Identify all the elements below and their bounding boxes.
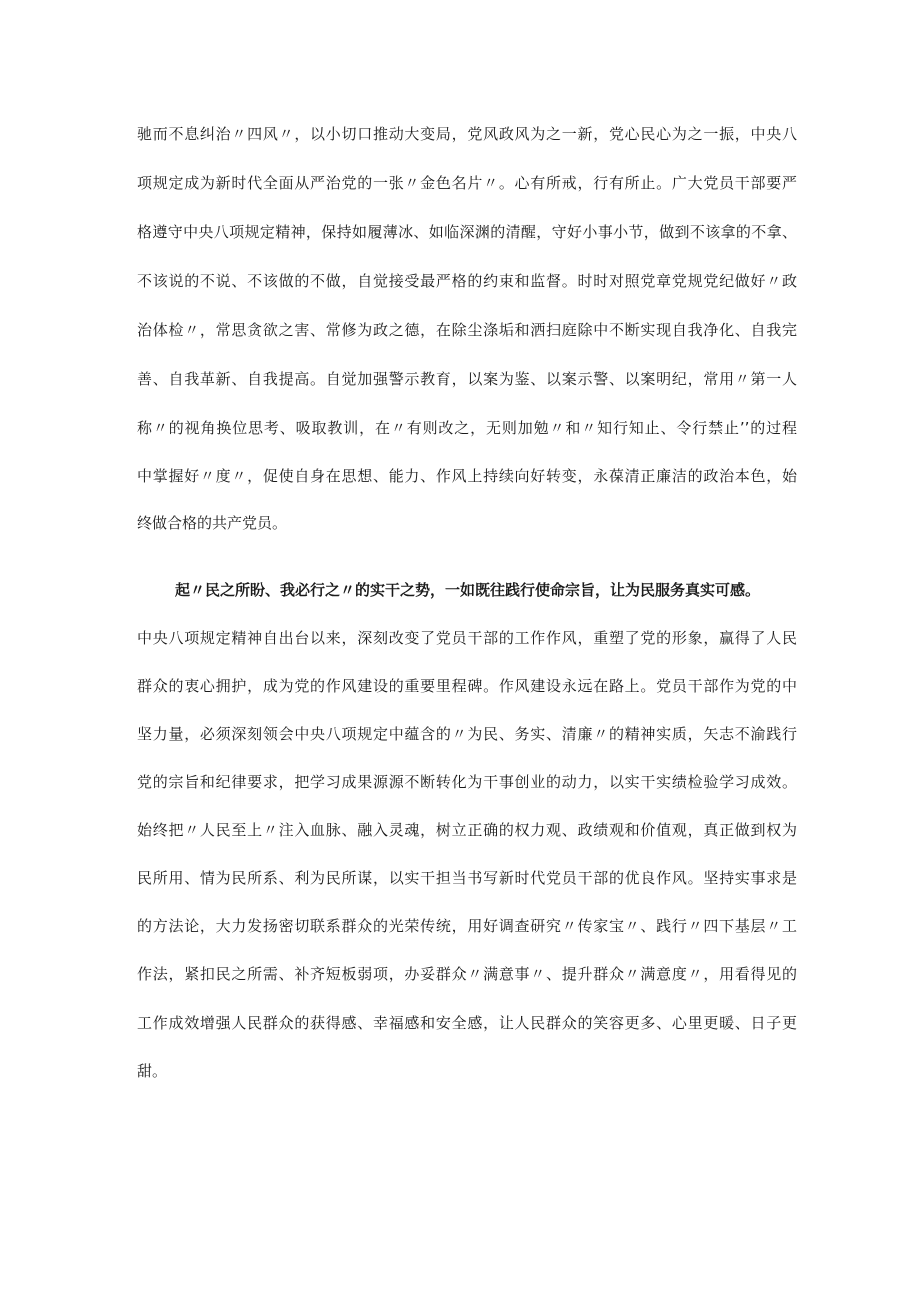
paragraph-line: 终做合格的共产党员。 (137, 514, 288, 532)
paragraph-line: 称〃的视角换位思考、吸取教训，在〃有则改之，无则加勉〃和〃知行知止、令行禁止’’的过程 (137, 419, 797, 437)
paragraph-line: 治体检〃，常思贪欲之害、常修为政之德，在除尘涤垢和洒扫庭除中不断实现自我净化、自我完 (137, 321, 797, 339)
paragraph-line: 的方法论，大力发扬密切联系群众的光荣传统，用好调查研究〃传家宝〃、践行〃四下基层〃工 (137, 917, 797, 935)
section-heading: 起〃民之所盼、我必行之〃的实干之势，一如既往践行使命宗旨，让为民服务真实可感。 (175, 581, 761, 599)
paragraph-line: 坚力量，必须深刻领会中央八项规定中蕴含的〃为民、务实、清廉〃的精神实质，矢志不渝践行 (137, 725, 797, 743)
paragraph-line: 工作成效增强人民群众的获得感、幸福感和安全感，让人民群众的笑容更多、心里更暖、日子更 (137, 1014, 797, 1032)
paragraph-line: 中掌握好〃度〃，促使自身在思想、能力、作风上持续向好转变，永葆清正廉洁的政治本色，始 (137, 467, 797, 485)
paragraph-line: 民所用、情为民所系、利为民所谋，以实干担当书写新时代党员干部的优良作风。坚持实事求是 (137, 869, 797, 887)
paragraph-line: 甜。 (137, 1062, 168, 1080)
paragraph-line: 项规定成为新时代全面从严治党的一张〃金色名片〃。心有所戒，行有所止。广大党员干部要严 (137, 174, 797, 192)
paragraph-line: 作法，紧扣民之所需、补齐短板弱项，办妥群众〃满意事〃、提升群众〃满意度〃，用看得见的 (137, 965, 797, 983)
paragraph-line: 格遵守中央八项规定精神，保持如履薄冰、如临深渊的清醒，守好小事小节，做到不该拿的不拿、 (137, 223, 797, 241)
paragraph-line: 驰而不息纠治〃四风〃，以小切口推动大变局，党风政风为之一新，党心民心为之一振，中央八 (137, 125, 797, 143)
paragraph-line: 始终把〃人民至上〃注入血脉、融入灵魂，树立正确的权力观、政绩观和价值观，真正做到权为 (137, 821, 797, 839)
paragraph-line: 党的宗旨和纪律要求，把学习成果源源不断转化为干事创业的动力，以实干实绩检验学习成效。 (137, 773, 797, 791)
paragraph-line: 善、自我革新、自我提高。自觉加强警示教育，以案为鉴、以案示警、以案明纪，常用〃第一人 (137, 370, 797, 388)
paragraph-line: 中央八项规定精神自出台以来，深刻改变了党员干部的工作作风，重塑了党的形象，赢得了人民 (137, 629, 797, 647)
paragraph-line: 群众的衷心拥护，成为党的作风建设的重要里程碑。作风建设永远在路上。党员干部作为党的中 (137, 677, 797, 695)
paragraph-line: 不该说的不说、不该做的不做，自觉接受最严格的约束和监督。时时对照党章党规党纪做好〃政 (137, 272, 797, 290)
